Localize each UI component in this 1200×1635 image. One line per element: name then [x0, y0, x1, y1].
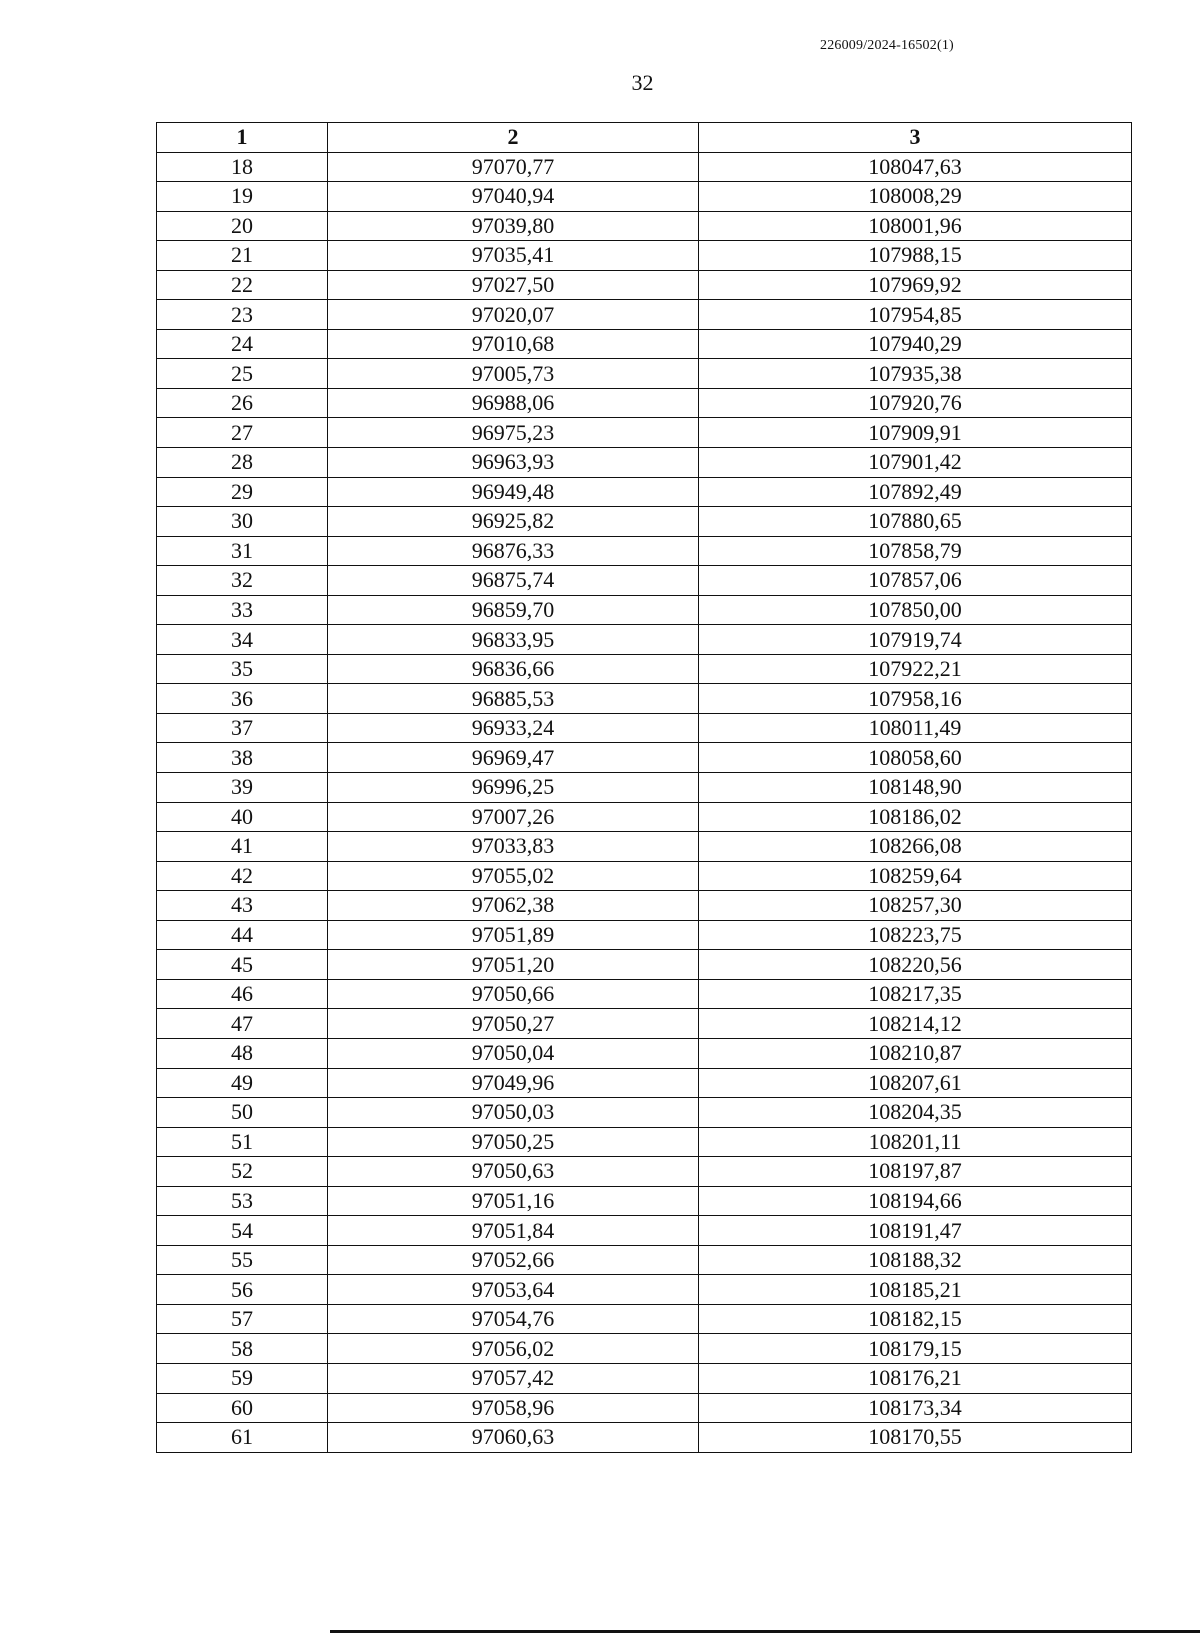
table-row [157, 1363, 1132, 1393]
table-row [157, 418, 1132, 448]
x-coordinate-cell: 97050,63 [328, 1157, 699, 1187]
y-coordinate-cell: 108011,49 [699, 713, 1132, 743]
x-coordinate-cell: 97051,16 [328, 1186, 699, 1216]
point-number-cell: 54 [157, 1216, 328, 1246]
y-coordinate-cell: 107901,42 [699, 448, 1132, 478]
point-number-cell: 26 [157, 388, 328, 418]
point-number-cell: 27 [157, 418, 328, 448]
y-coordinate-cell: 108001,96 [699, 211, 1132, 241]
x-coordinate-cell: 96975,23 [328, 418, 699, 448]
point-number-cell: 22 [157, 270, 328, 300]
point-number-cell: 61 [157, 1423, 328, 1453]
x-coordinate-cell: 97050,25 [328, 1127, 699, 1157]
point-number-cell: 43 [157, 891, 328, 921]
table-row [157, 182, 1132, 212]
table-row [157, 448, 1132, 478]
table-row [157, 1304, 1132, 1334]
point-number-cell: 39 [157, 773, 328, 803]
x-coordinate-cell: 97050,04 [328, 1038, 699, 1068]
y-coordinate-cell: 108214,12 [699, 1009, 1132, 1039]
y-coordinate-cell: 108148,90 [699, 773, 1132, 803]
point-number-cell: 29 [157, 477, 328, 507]
point-number-cell: 55 [157, 1245, 328, 1275]
x-coordinate-cell: 96875,74 [328, 566, 699, 596]
y-coordinate-cell: 107940,29 [699, 329, 1132, 359]
table-row [157, 1393, 1132, 1423]
bottom-rule [330, 1630, 1200, 1633]
x-coordinate-cell: 97020,07 [328, 300, 699, 330]
y-coordinate-cell: 108185,21 [699, 1275, 1132, 1305]
table-row [157, 1038, 1132, 1068]
x-coordinate-cell: 96949,48 [328, 477, 699, 507]
x-coordinate-cell: 96836,66 [328, 654, 699, 684]
point-number-cell: 49 [157, 1068, 328, 1098]
y-coordinate-cell: 108210,87 [699, 1038, 1132, 1068]
table-row [157, 211, 1132, 241]
y-coordinate-cell: 107850,00 [699, 595, 1132, 625]
y-coordinate-cell: 107954,85 [699, 300, 1132, 330]
table-row [157, 625, 1132, 655]
point-number-cell: 18 [157, 152, 328, 182]
x-coordinate-cell: 96925,82 [328, 507, 699, 537]
y-coordinate-cell: 108197,87 [699, 1157, 1132, 1187]
point-number-cell: 21 [157, 241, 328, 271]
point-number-cell: 56 [157, 1275, 328, 1305]
table-row [157, 802, 1132, 832]
table-row [157, 1423, 1132, 1453]
y-coordinate-cell: 108176,21 [699, 1363, 1132, 1393]
x-coordinate-cell: 97051,84 [328, 1216, 699, 1246]
point-number-cell: 53 [157, 1186, 328, 1216]
x-coordinate-cell: 97049,96 [328, 1068, 699, 1098]
y-coordinate-cell: 108257,30 [699, 891, 1132, 921]
y-coordinate-cell: 108047,63 [699, 152, 1132, 182]
table-row [157, 536, 1132, 566]
table-header-row [157, 123, 1132, 153]
point-number-cell: 38 [157, 743, 328, 773]
y-coordinate-cell: 107988,15 [699, 241, 1132, 271]
y-coordinate-cell: 108223,75 [699, 920, 1132, 950]
y-coordinate-cell: 107909,91 [699, 418, 1132, 448]
page-number: 32 [631, 70, 654, 95]
x-coordinate-cell: 96833,95 [328, 625, 699, 655]
y-coordinate-cell: 107958,16 [699, 684, 1132, 714]
x-coordinate-cell: 97062,38 [328, 891, 699, 921]
point-number-cell: 48 [157, 1038, 328, 1068]
table-row [157, 270, 1132, 300]
table-row [157, 861, 1132, 891]
y-coordinate-cell: 108259,64 [699, 861, 1132, 891]
x-coordinate-cell: 96859,70 [328, 595, 699, 625]
x-coordinate-cell: 97050,03 [328, 1098, 699, 1128]
x-coordinate-cell: 97027,50 [328, 270, 699, 300]
point-number-cell: 33 [157, 595, 328, 625]
y-coordinate-cell: 108201,11 [699, 1127, 1132, 1157]
y-coordinate-cell: 108220,56 [699, 950, 1132, 980]
point-number-cell: 45 [157, 950, 328, 980]
point-number-cell: 28 [157, 448, 328, 478]
x-coordinate-cell: 96996,25 [328, 773, 699, 803]
x-coordinate-cell: 97051,20 [328, 950, 699, 980]
table-row [157, 507, 1132, 537]
x-coordinate-cell: 97033,83 [328, 832, 699, 862]
table-row [157, 1275, 1132, 1305]
y-coordinate-cell: 108194,66 [699, 1186, 1132, 1216]
x-coordinate-cell: 97055,02 [328, 861, 699, 891]
x-coordinate-cell: 97070,77 [328, 152, 699, 182]
x-coordinate-cell: 97054,76 [328, 1304, 699, 1334]
point-number-cell: 44 [157, 920, 328, 950]
table-row [157, 684, 1132, 714]
y-coordinate-cell: 107858,79 [699, 536, 1132, 566]
y-coordinate-cell: 107969,92 [699, 270, 1132, 300]
x-coordinate-cell: 97040,94 [328, 182, 699, 212]
x-coordinate-cell: 97039,80 [328, 211, 699, 241]
y-coordinate-cell: 108188,32 [699, 1245, 1132, 1275]
table-row [157, 566, 1132, 596]
point-number-cell: 41 [157, 832, 328, 862]
y-coordinate-cell: 108170,55 [699, 1423, 1132, 1453]
table-row [157, 300, 1132, 330]
table-row [157, 595, 1132, 625]
table-row [157, 1098, 1132, 1128]
y-coordinate-cell: 107922,21 [699, 654, 1132, 684]
x-coordinate-cell: 96969,47 [328, 743, 699, 773]
table-row [157, 241, 1132, 271]
y-coordinate-cell: 108182,15 [699, 1304, 1132, 1334]
table-row [157, 713, 1132, 743]
x-coordinate-cell: 97050,66 [328, 979, 699, 1009]
x-coordinate-cell: 97058,96 [328, 1393, 699, 1423]
point-number-cell: 35 [157, 654, 328, 684]
x-coordinate-cell: 96885,53 [328, 684, 699, 714]
x-coordinate-cell: 97056,02 [328, 1334, 699, 1364]
y-coordinate-cell: 107920,76 [699, 388, 1132, 418]
table-row [157, 1245, 1132, 1275]
y-coordinate-cell: 108058,60 [699, 743, 1132, 773]
table-row [157, 773, 1132, 803]
y-coordinate-cell: 107857,06 [699, 566, 1132, 596]
table-row [157, 1009, 1132, 1039]
point-number-cell: 37 [157, 713, 328, 743]
table-body [157, 152, 1132, 1452]
table-row [157, 1186, 1132, 1216]
x-coordinate-cell: 97053,64 [328, 1275, 699, 1305]
point-number-cell: 31 [157, 536, 328, 566]
table-row [157, 1068, 1132, 1098]
table-row [157, 477, 1132, 507]
x-coordinate-cell: 97050,27 [328, 1009, 699, 1039]
document-number: 226009/2024-16502(1) [820, 38, 954, 53]
coordinates-table [156, 122, 1132, 1453]
table-row [157, 1216, 1132, 1246]
y-coordinate-cell: 107935,38 [699, 359, 1132, 389]
x-coordinate-cell: 96876,33 [328, 536, 699, 566]
y-coordinate-cell: 108204,35 [699, 1098, 1132, 1128]
point-number-cell: 42 [157, 861, 328, 891]
table-row [157, 1127, 1132, 1157]
table-row [157, 329, 1132, 359]
x-coordinate-cell: 96988,06 [328, 388, 699, 418]
point-number-cell: 60 [157, 1393, 328, 1423]
table-row [157, 388, 1132, 418]
table-row [157, 359, 1132, 389]
x-coordinate-cell: 96933,24 [328, 713, 699, 743]
point-number-cell: 30 [157, 507, 328, 537]
table-row [157, 950, 1132, 980]
y-coordinate-cell: 108207,61 [699, 1068, 1132, 1098]
y-coordinate-cell: 108179,15 [699, 1334, 1132, 1364]
table-row [157, 832, 1132, 862]
x-coordinate-cell: 97010,68 [328, 329, 699, 359]
table-row [157, 152, 1132, 182]
point-number-cell: 58 [157, 1334, 328, 1364]
point-number-cell: 52 [157, 1157, 328, 1187]
x-coordinate-cell: 97051,89 [328, 920, 699, 950]
point-number-cell: 24 [157, 329, 328, 359]
x-coordinate-cell: 97035,41 [328, 241, 699, 271]
x-coordinate-cell: 97057,42 [328, 1363, 699, 1393]
column-header-2: 2 [328, 123, 699, 153]
point-number-cell: 19 [157, 182, 328, 212]
x-coordinate-cell: 97005,73 [328, 359, 699, 389]
point-number-cell: 50 [157, 1098, 328, 1128]
x-coordinate-cell: 96963,93 [328, 448, 699, 478]
table-row [157, 920, 1132, 950]
point-number-cell: 51 [157, 1127, 328, 1157]
x-coordinate-cell: 97052,66 [328, 1245, 699, 1275]
x-coordinate-cell: 97060,63 [328, 1423, 699, 1453]
point-number-cell: 59 [157, 1363, 328, 1393]
y-coordinate-cell: 108008,29 [699, 182, 1132, 212]
table-row [157, 654, 1132, 684]
point-number-cell: 57 [157, 1304, 328, 1334]
point-number-cell: 47 [157, 1009, 328, 1039]
x-coordinate-cell: 97007,26 [328, 802, 699, 832]
table-row [157, 743, 1132, 773]
table-row [157, 1157, 1132, 1187]
y-coordinate-cell: 108173,34 [699, 1393, 1132, 1423]
y-coordinate-cell: 107880,65 [699, 507, 1132, 537]
column-header-3: 3 [699, 123, 1132, 153]
point-number-cell: 23 [157, 300, 328, 330]
y-coordinate-cell: 107892,49 [699, 477, 1132, 507]
table-row [157, 979, 1132, 1009]
y-coordinate-cell: 107919,74 [699, 625, 1132, 655]
point-number-cell: 46 [157, 979, 328, 1009]
point-number-cell: 32 [157, 566, 328, 596]
point-number-cell: 25 [157, 359, 328, 389]
point-number-cell: 34 [157, 625, 328, 655]
y-coordinate-cell: 108186,02 [699, 802, 1132, 832]
y-coordinate-cell: 108191,47 [699, 1216, 1132, 1246]
table-row [157, 1334, 1132, 1364]
point-number-cell: 20 [157, 211, 328, 241]
point-number-cell: 40 [157, 802, 328, 832]
column-header-1: 1 [157, 123, 328, 153]
table-row [157, 891, 1132, 921]
y-coordinate-cell: 108266,08 [699, 832, 1132, 862]
y-coordinate-cell: 108217,35 [699, 979, 1132, 1009]
point-number-cell: 36 [157, 684, 328, 714]
